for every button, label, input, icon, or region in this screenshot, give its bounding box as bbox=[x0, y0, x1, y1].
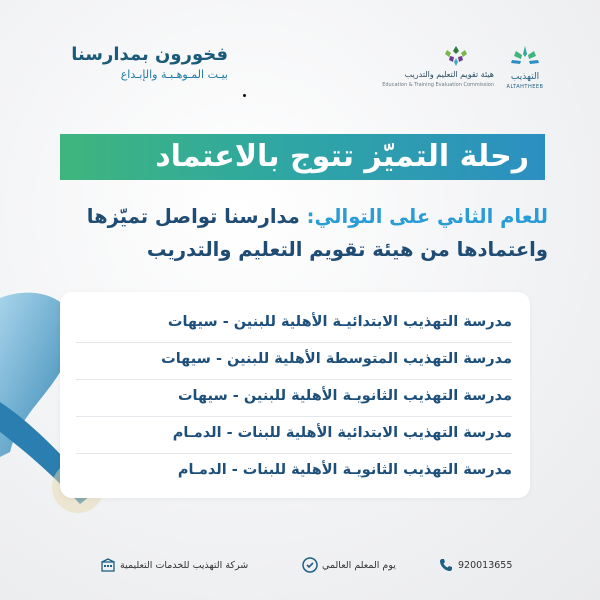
badge-check-icon bbox=[302, 557, 318, 573]
school-item: مدرسة التهذيب الثانويـة الأهلية للبنات - الدمـام bbox=[177, 462, 512, 478]
banner-title: رحلة التميّز تتوج بالاعتماد bbox=[155, 139, 529, 174]
phone-icon bbox=[438, 557, 454, 573]
tahdheeb-leaf-icon bbox=[508, 44, 542, 70]
slogan bbox=[28, 44, 228, 81]
footer-teacher-day: يوم المعلم العالمي bbox=[322, 560, 396, 571]
slogan-subtitle: بيـت المـوهـبـة والإبـداع bbox=[120, 68, 228, 81]
title-banner bbox=[60, 134, 545, 180]
footer-company: شركة التهذيب للخدمات التعليمية bbox=[120, 560, 249, 571]
tahdheeb-name-en: ALTAHTHEEB bbox=[506, 84, 544, 90]
tahdheeb-name-ar: التهذيب bbox=[510, 72, 540, 82]
school-item: مدرسة التهذيب الابتدائية الأهلية للبنات - الدمـام bbox=[172, 425, 512, 441]
headline bbox=[48, 200, 548, 266]
tahdheeb-logo bbox=[500, 42, 550, 92]
school-item: مدرسة التهذيب المتوسطة الأهلية للبنين - سيهات bbox=[161, 351, 512, 367]
footer bbox=[0, 548, 600, 584]
school-item: مدرسة التهذيب الثانويـة الأهلية للبنين - سيهات bbox=[177, 388, 512, 404]
headline-line-2: واعتمادها من هيئة تقويم التعليم والتدريب bbox=[146, 238, 548, 261]
etec-flower-icon bbox=[436, 42, 476, 70]
footer-phone: 920013655 bbox=[458, 560, 513, 571]
slogan-title: فخورون بمدارسنا bbox=[71, 44, 228, 65]
schools-card bbox=[60, 292, 530, 498]
dot bbox=[243, 94, 246, 97]
etec-name-en: Education & Training Evaluation Commission bbox=[382, 82, 494, 88]
school-item: مدرسة التهذيب الابتدائيـة الأهلية للبنين - سيهات bbox=[167, 314, 512, 330]
headline-line-1-rest: مدارسنا تواصل تميّزها bbox=[86, 205, 307, 228]
headline-accent: للعام الثاني على التوالي: bbox=[306, 205, 548, 228]
etec-name-ar: هيئة تقويم التعليم والتدريب bbox=[404, 70, 494, 79]
etec-logo bbox=[382, 42, 494, 92]
headline-line-1 bbox=[48, 200, 548, 233]
building-icon bbox=[100, 557, 116, 573]
